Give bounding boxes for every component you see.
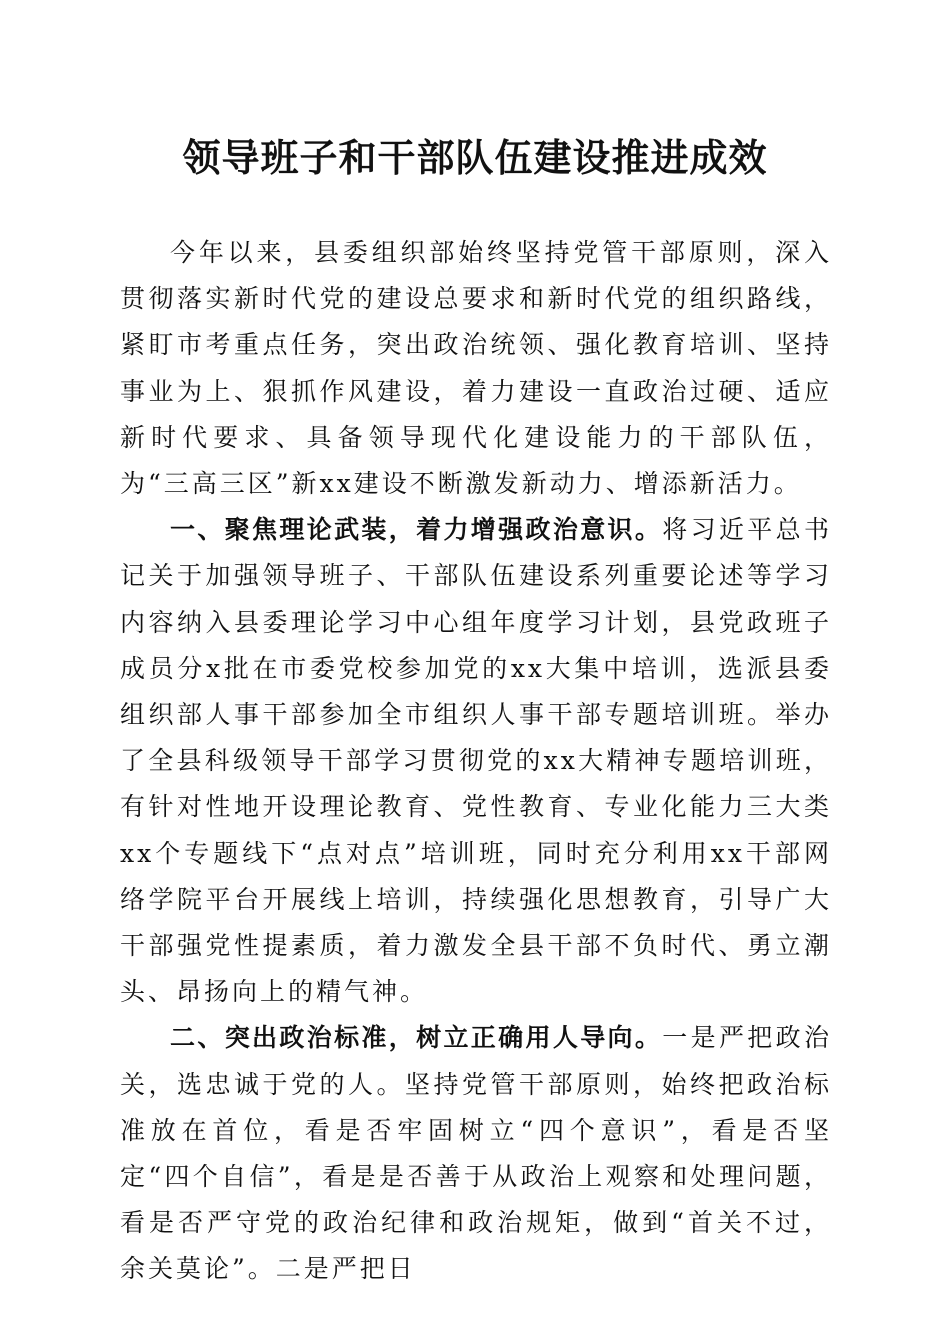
document-title: 领导班子和干部队伍建设推进成效	[182, 135, 768, 180]
document-body	[120, 230, 832, 1293]
section-two-heading: 二、突出政治标准，树立正确用人导向。	[170, 1023, 663, 1053]
section-two-text: 一是严把政治关，选忠诚于党的人。坚持党管干部原则，始终把政治标准放在首位，看是否牢固树立“四个意识”，看是否坚定“四个自信”，看是是否善于从政治上观察和处理问题，看是否严守党的政治纪律和政治规矩，做到“首关不过，余关莫论”。二是严把日	[120, 1023, 832, 1284]
section-one-heading: 一、聚焦理论武装，着力增强政治意识。	[170, 515, 663, 545]
section-one-text: 将习近平总书记关于加强领导班子、干部队伍建设系列重要论述等学习内容纳入县委理论学习中心组年度学习计划，县党政班子成员分x批在市委党校参加党的xx大集中培训，选派县委组织部人事干部参加全市组织人事干部专题培训班。举办了全县科级领导干部学习贯彻党的xx大精神专题培训班，有针对性地开设理论教育、党性教育、专业化能力三大类xx个专题线下“点对点”培训班，同时充分利用xx干部网络学院平台开展线上培训，持续强化思想教育，引导广大干部强党性提素质，着力激发全县干部不负时代、勇立潮头、昂扬向上的精气神。	[120, 515, 832, 1007]
intro-paragraph-text: 今年以来，县委组织部始终坚持党管干部原则，深入贯彻落实新时代党的建设总要求和新时代党的组织路线，紧盯市考重点任务，突出政治统领、强化教育培训、坚持事业为上、狠抓作风建设，着力建设一直政治过硬、适应新时代要求、具备领导现代化建设能力的干部队伍，为“三高三区”新xx建设不断激发新动力、增添新活力。	[120, 238, 832, 499]
intro-paragraph	[120, 230, 832, 507]
section-two-paragraph	[120, 1015, 832, 1292]
section-one-paragraph	[120, 507, 832, 1015]
